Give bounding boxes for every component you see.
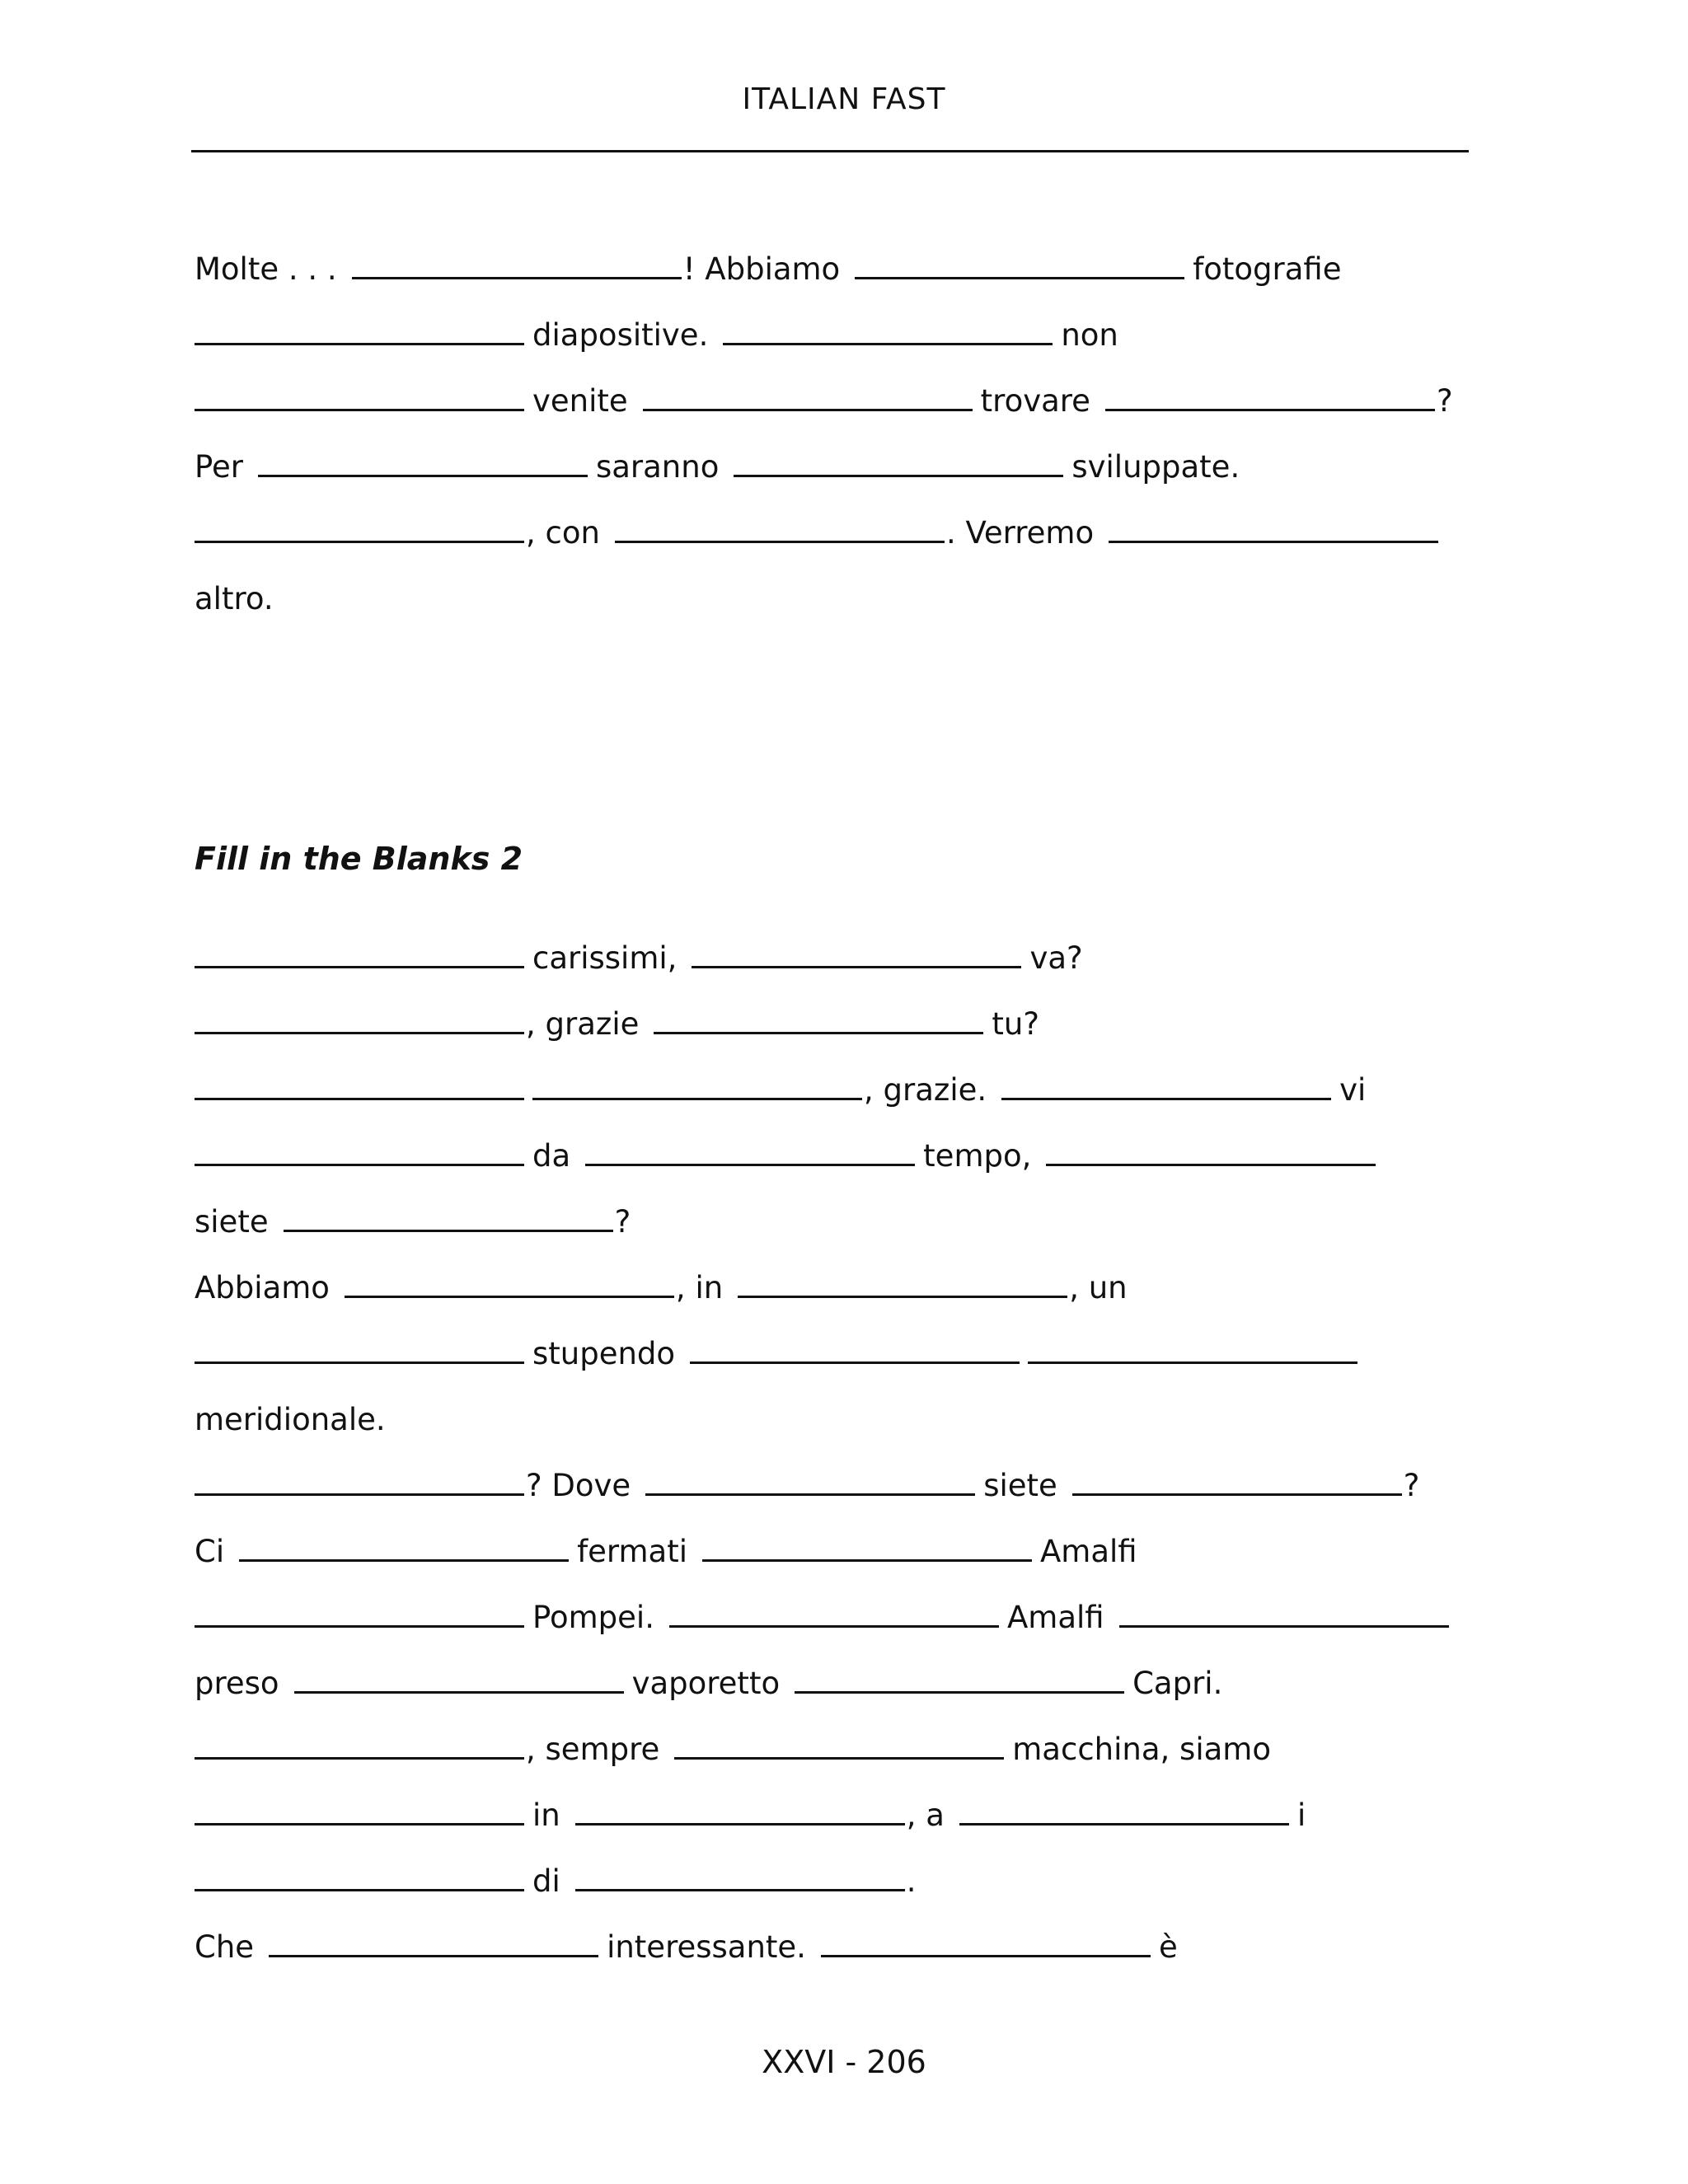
text-line	[195, 1717, 1513, 1783]
text-line	[195, 1651, 1513, 1717]
fill-in-blank[interactable]	[195, 1625, 524, 1628]
header-rule	[191, 150, 1469, 152]
fill-in-blank[interactable]	[195, 1757, 524, 1760]
line-text: , grazie.	[864, 1072, 987, 1108]
line-text: tempo,	[923, 1138, 1032, 1174]
text-line	[195, 1321, 1513, 1387]
fill-in-blank[interactable]	[1119, 1625, 1449, 1628]
line-text: , a	[906, 1797, 945, 1833]
line-text: saranno	[595, 449, 720, 485]
line-text: i	[1296, 1797, 1306, 1833]
fill-in-blank[interactable]	[195, 1361, 524, 1364]
line-text: , grazie	[526, 1006, 640, 1042]
exercise-1-text	[195, 237, 1513, 632]
fill-in-blank[interactable]	[1105, 409, 1435, 411]
text-line	[195, 566, 1513, 632]
fill-in-blank[interactable]	[195, 1032, 524, 1034]
fill-in-blank[interactable]	[821, 1955, 1151, 1957]
line-text: fotografie	[1193, 251, 1342, 287]
fill-in-blank[interactable]	[239, 1559, 569, 1562]
line-text: macchina, siamo	[1012, 1732, 1271, 1767]
fill-in-blank[interactable]	[692, 966, 1021, 968]
line-text: in	[532, 1797, 560, 1833]
line-text: altro.	[195, 581, 274, 616]
fill-in-blank[interactable]	[723, 343, 1053, 345]
line-text: ? Dove	[526, 1468, 631, 1503]
line-text: Per	[195, 449, 243, 485]
line-text: diapositive.	[532, 317, 709, 353]
fill-in-blank[interactable]	[195, 1889, 524, 1891]
page-number: XXVI - 206	[762, 2044, 926, 2080]
line-text: Ci	[195, 1534, 225, 1569]
line-text: tu?	[992, 1006, 1039, 1042]
line-text: fermati	[577, 1534, 687, 1569]
line-text: vaporetto	[631, 1666, 781, 1701]
text-line	[195, 302, 1513, 368]
line-text: , con	[526, 515, 600, 551]
line-text: , un	[1069, 1270, 1128, 1305]
fill-in-blank[interactable]	[269, 1955, 598, 1957]
line-text: carissimi,	[532, 940, 678, 976]
line-text: Amalfi	[1039, 1534, 1137, 1569]
fill-in-blank[interactable]	[855, 277, 1184, 279]
text-line	[195, 1783, 1513, 1849]
fill-in-blank[interactable]	[352, 277, 682, 279]
fill-in-blank[interactable]	[195, 409, 524, 411]
line-text: sviluppate.	[1071, 449, 1240, 485]
fill-in-blank[interactable]	[795, 1691, 1124, 1694]
line-text: interessante.	[607, 1929, 806, 1965]
fill-in-blank[interactable]	[195, 343, 524, 345]
page-header-title: ITALIAN FAST	[742, 82, 946, 116]
fill-in-blank[interactable]	[532, 1098, 862, 1100]
line-text: ?	[1403, 1468, 1420, 1503]
fill-in-blank[interactable]	[669, 1625, 999, 1628]
fill-in-blank[interactable]	[195, 1823, 524, 1825]
fill-in-blank[interactable]	[690, 1361, 1020, 1364]
line-text: meridionale.	[195, 1402, 386, 1437]
line-text: Abbiamo	[195, 1270, 330, 1305]
fill-in-blank[interactable]	[643, 409, 973, 411]
line-text: .	[906, 1863, 917, 1899]
fill-in-blank[interactable]	[734, 475, 1063, 477]
fill-in-blank[interactable]	[294, 1691, 624, 1694]
line-text: Molte . . .	[195, 251, 337, 287]
exercise-2-text	[195, 926, 1513, 1980]
line-text: da	[532, 1138, 571, 1174]
line-text: Che	[195, 1929, 255, 1965]
fill-in-blank[interactable]	[258, 475, 588, 477]
fill-in-blank[interactable]	[195, 1493, 524, 1496]
text-line	[195, 237, 1513, 302]
text-line	[195, 368, 1513, 434]
text-line	[195, 434, 1513, 500]
line-text: ?	[1436, 383, 1453, 419]
line-text: Pompei.	[532, 1600, 654, 1635]
line-text: . Verremo	[945, 515, 1095, 551]
line-text: siete	[983, 1468, 1057, 1503]
fill-in-blank[interactable]	[1046, 1164, 1376, 1166]
text-line	[195, 1849, 1513, 1915]
line-text: stupendo	[532, 1336, 676, 1371]
text-line	[195, 1123, 1513, 1189]
fill-in-blank[interactable]	[1109, 541, 1438, 543]
fill-in-blank[interactable]	[195, 1098, 524, 1100]
line-text: preso	[195, 1666, 279, 1701]
text-line	[195, 991, 1513, 1057]
text-line	[195, 1387, 1513, 1453]
fill-in-blank[interactable]	[959, 1823, 1289, 1825]
text-line	[195, 1585, 1513, 1651]
text-line	[195, 1453, 1513, 1519]
fill-in-blank[interactable]	[284, 1230, 613, 1232]
line-text: siete	[195, 1204, 269, 1240]
text-line	[195, 1519, 1513, 1585]
text-line	[195, 1189, 1513, 1255]
line-text: , in	[675, 1270, 724, 1305]
text-line	[195, 1255, 1513, 1321]
line-text: vi	[1339, 1072, 1367, 1108]
line-text: venite	[532, 383, 628, 419]
fill-in-blank[interactable]	[345, 1296, 674, 1298]
fill-in-blank[interactable]	[1028, 1361, 1357, 1364]
line-text: non	[1061, 317, 1118, 353]
line-text: di	[532, 1863, 560, 1899]
line-text: trovare	[980, 383, 1090, 419]
text-line	[195, 926, 1513, 991]
line-text: ?	[614, 1204, 631, 1240]
fill-in-blank[interactable]	[575, 1889, 905, 1891]
text-line	[195, 1057, 1513, 1123]
fill-in-blank[interactable]	[195, 1164, 524, 1166]
line-text: ! Abbiamo	[682, 251, 841, 287]
fill-in-blank[interactable]	[1001, 1098, 1331, 1100]
fill-in-blank[interactable]	[738, 1296, 1067, 1298]
fill-in-blank[interactable]	[195, 541, 524, 543]
fill-in-blank[interactable]	[1072, 1493, 1402, 1496]
fill-in-blank[interactable]	[575, 1823, 905, 1825]
line-text: va?	[1029, 940, 1083, 976]
fill-in-blank[interactable]	[615, 541, 945, 543]
fill-in-blank[interactable]	[645, 1493, 975, 1496]
section-title: Fill in the Blanks 2	[195, 841, 523, 877]
line-text: è	[1158, 1929, 1178, 1965]
fill-in-blank[interactable]	[654, 1032, 983, 1034]
text-line	[195, 1915, 1513, 1980]
fill-in-blank[interactable]	[585, 1164, 915, 1166]
text-line	[195, 500, 1513, 566]
line-text: Amalfi	[1006, 1600, 1104, 1635]
line-text: Capri.	[1132, 1666, 1223, 1701]
fill-in-blank[interactable]	[702, 1559, 1032, 1562]
fill-in-blank[interactable]	[674, 1757, 1004, 1760]
fill-in-blank[interactable]	[195, 966, 524, 968]
line-text: , sempre	[526, 1732, 660, 1767]
